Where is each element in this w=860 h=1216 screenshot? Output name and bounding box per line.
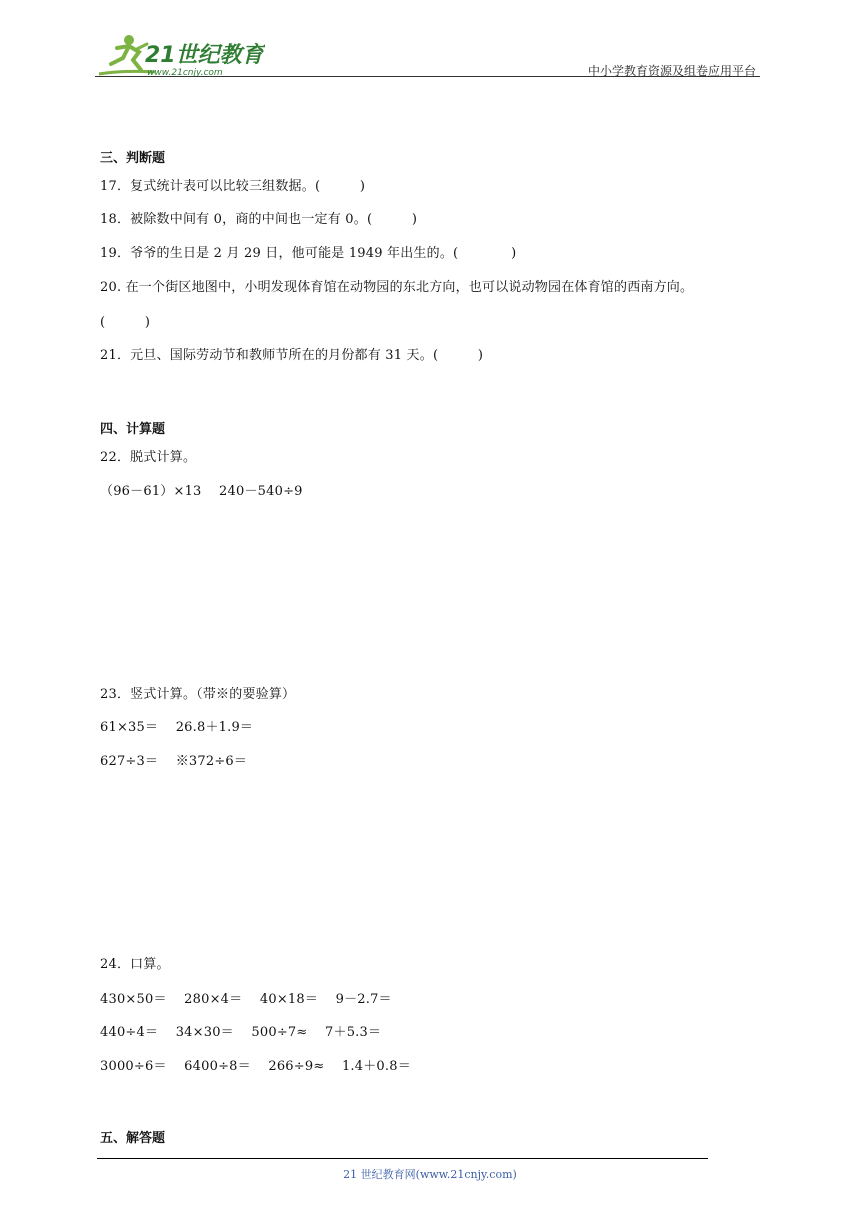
question-17: 17．复式统计表可以比较三组数据。( )	[100, 179, 366, 194]
site-logo	[95, 30, 265, 80]
question-20: 20. 在一个街区地图中，小明发现体育馆在动物园的东北方向，也可以说动物园在体育馆的西南方向。	[100, 280, 694, 295]
question-24-row-2: 440÷4＝ 34×30＝ 500÷7≈ 7＋5.3＝	[100, 1025, 382, 1040]
question-19: 19．爷爷的生日是 2 月 29 日，他可能是 1949 年出生的。( )	[100, 246, 517, 261]
question-23-row-2: 627÷3＝ ※372÷6＝	[100, 754, 248, 769]
question-24-row-1: 430×50＝ 280×4＝ 40×18＝ 9－2.7＝	[100, 992, 392, 1007]
question-20-answer: ( )	[100, 315, 151, 330]
header-divider	[95, 76, 760, 77]
runner-logo-icon	[95, 30, 265, 80]
question-24-row-3: 3000÷6＝ 6400÷8＝ 266÷9≈ 1.4＋0.8＝	[100, 1059, 411, 1074]
question-23-row-1: 61×35＝ 26.8＋1.9＝	[100, 720, 254, 735]
question-23: 23．竖式计算。（带※的要验算）	[100, 687, 296, 702]
section-title-calculation: 四、计算题	[100, 422, 166, 437]
footer-link[interactable]: 21 世纪教育网(www.21cnjy.com)	[343, 1168, 517, 1181]
question-24: 24．口算。	[100, 957, 170, 972]
question-22: 22．脱式计算。	[100, 450, 197, 465]
logo-text: 21世纪教育	[145, 43, 264, 68]
section-title-judgment: 三、判断题	[100, 151, 166, 166]
question-18: 18．被除数中间有 0，商的中间也一定有 0。( )	[100, 212, 418, 227]
footer-divider	[97, 1158, 708, 1159]
question-21: 21．元旦、国际劳动节和教师节所在的月份都有 31 天。( )	[100, 348, 484, 363]
section-title-answer: 五、解答题	[100, 1131, 166, 1146]
logo-url: www.21cnjy.com	[147, 68, 223, 78]
platform-name: 中小学教育资源及组卷应用平台	[587, 64, 756, 78]
question-22-expressions: （96－61）×13 240－540÷9	[100, 484, 303, 499]
